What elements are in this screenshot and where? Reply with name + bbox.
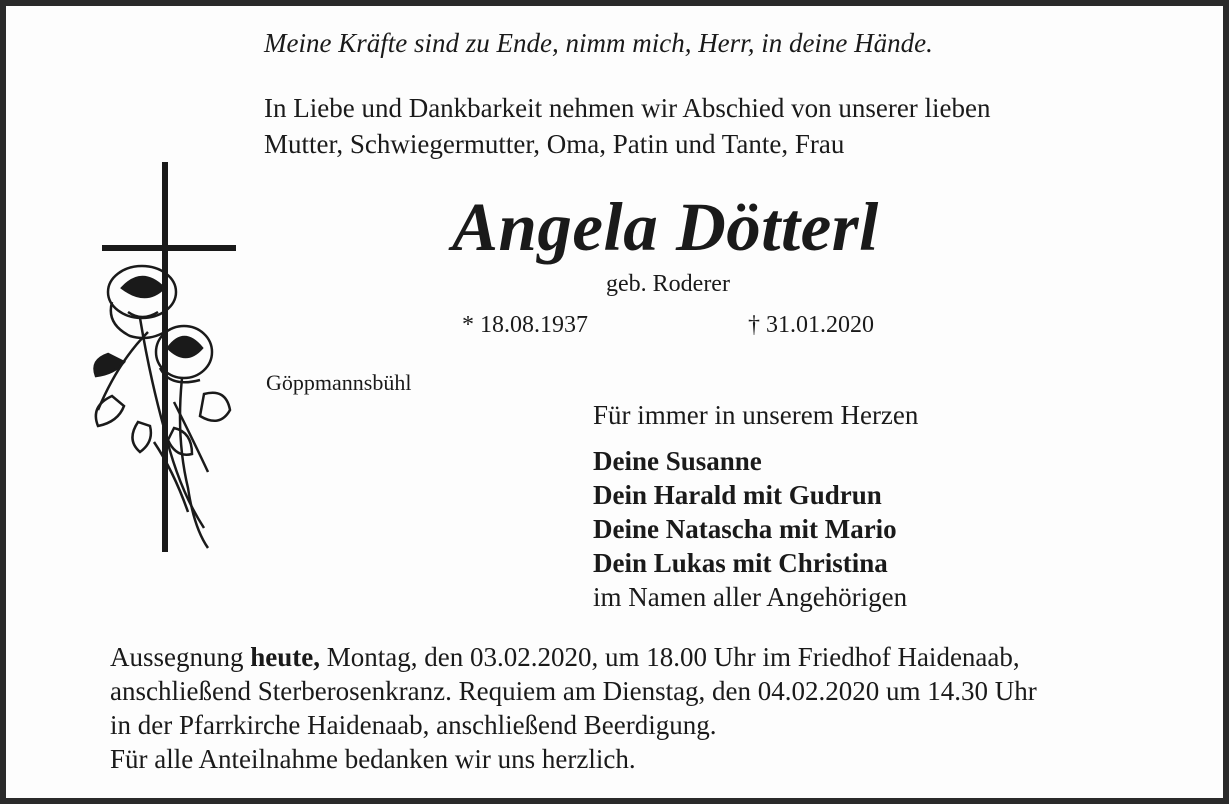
cross-with-roses-icon: [78, 142, 248, 562]
mourners-footer: im Namen aller Angehörigen: [593, 582, 908, 612]
mourner-entry: Deine Susanne: [593, 446, 762, 476]
service-notice: [110, 640, 1037, 776]
mourner-entry: Dein Lukas mit Christina: [593, 548, 888, 578]
notice-rest: Montag, den 03.02.2020, um 18.00 Uhr im Friedhof Haidenaab,: [320, 642, 1020, 672]
notice-line-1: [110, 640, 1037, 674]
motto-verse: Meine Kräfte sind zu Ende, nimm mich, Herr, in deine Hände.: [264, 28, 933, 58]
maiden-name: geb. Roderer: [606, 271, 730, 297]
intro-line-1: In Liebe und Dankbarkeit nehmen wir Abschied von unserer lieben: [264, 93, 991, 123]
mourner-entry: Deine Natascha mit Mario: [593, 514, 897, 544]
residence-place: Göppmannsbühl: [266, 370, 412, 395]
intro-line-2: Mutter, Schwiegermutter, Oma, Patin und Tante, Frau: [264, 129, 845, 159]
notice-prefix: Aussegnung: [110, 642, 251, 672]
forever-line: Für immer in unserem Herzen: [593, 400, 919, 430]
notice-line-3: in der Pfarrkirche Haidenaab, anschließend Beerdigung.: [110, 710, 717, 740]
notice-line-2: anschließend Sterberosenkranz. Requiem am Dienstag, den 04.02.2020 um 14.30 Uhr: [110, 676, 1037, 706]
notice-today: heute,: [250, 642, 320, 672]
obituary-card: [6, 6, 1223, 798]
notice-line-4: Für alle Anteilnahme bedanken wir uns herzlich.: [110, 744, 636, 774]
birth-date: * 18.08.1937: [462, 312, 588, 338]
intro-text: [264, 90, 991, 162]
death-date: † 31.01.2020: [748, 312, 874, 338]
mourners-list: [593, 444, 907, 614]
mourner-entry: Dein Harald mit Gudrun: [593, 480, 882, 510]
deceased-name: Angela Dötterl: [452, 189, 879, 265]
